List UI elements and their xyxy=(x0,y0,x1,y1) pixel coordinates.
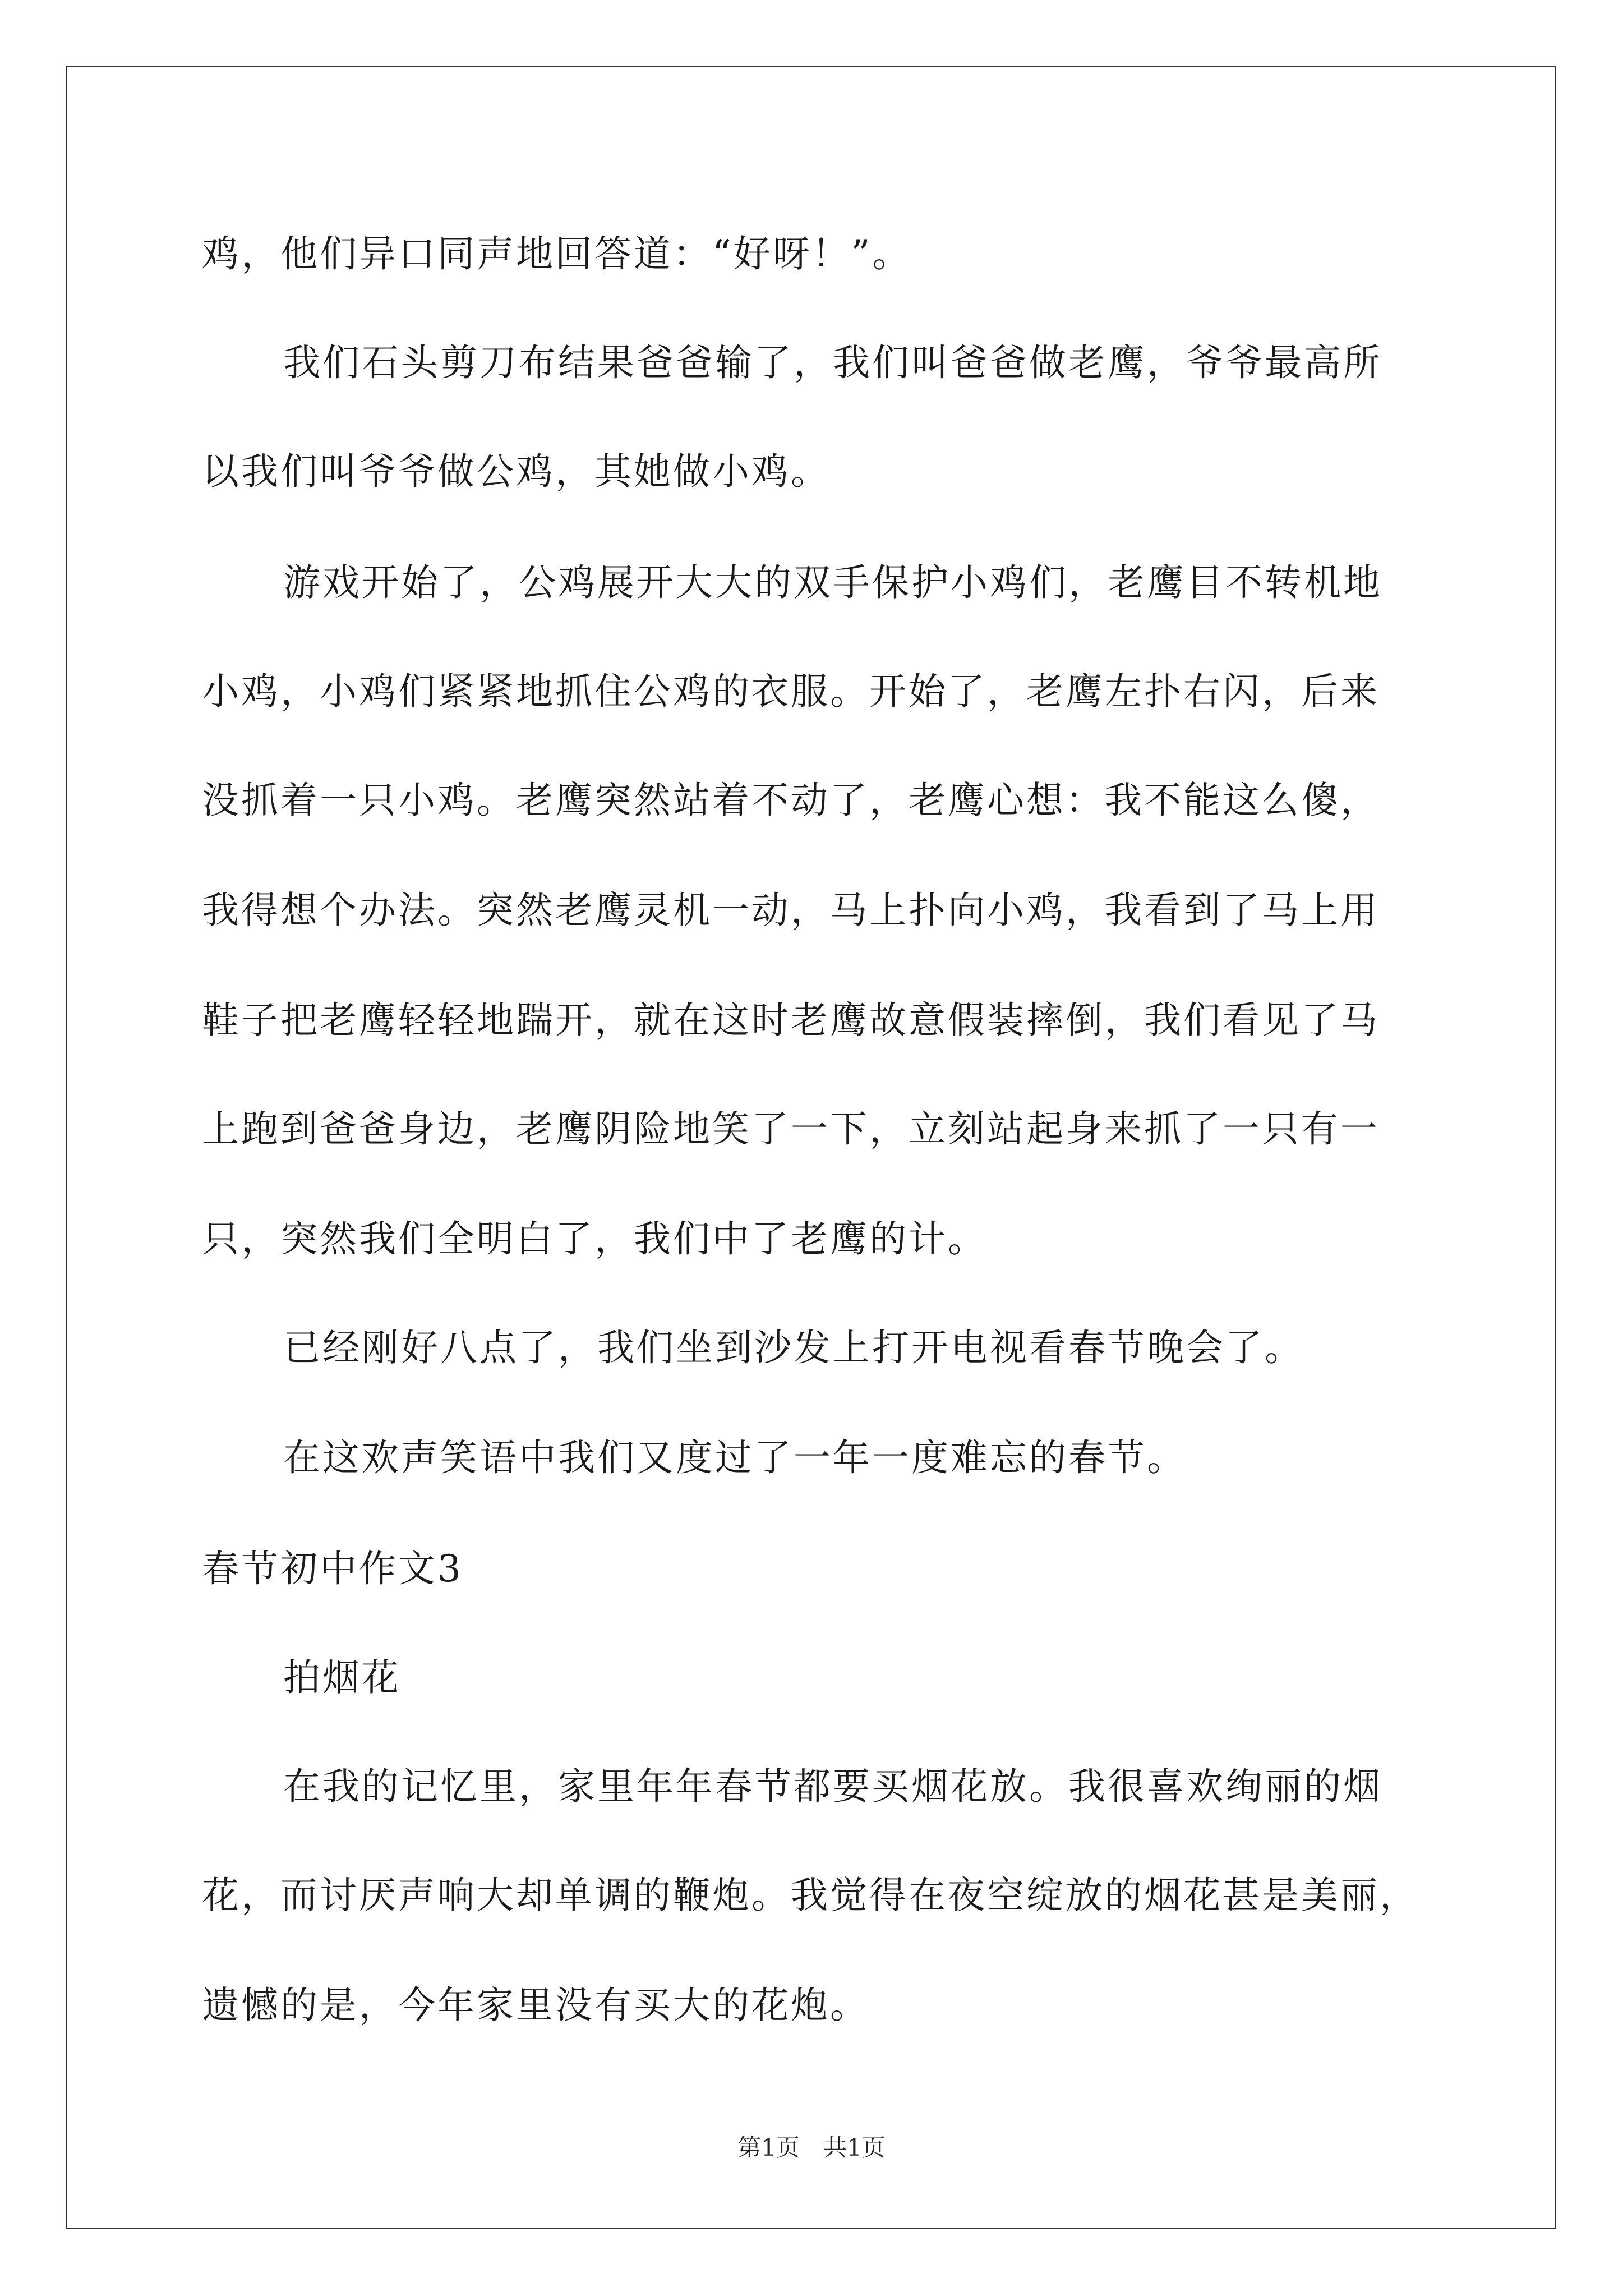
paragraph-line: 遗憾的是，今年家里没有买大的花炮。 xyxy=(202,1984,869,2027)
essay-title: 拍烟花 xyxy=(283,1656,401,1699)
paragraph-line: 没抓着一只小鸡。老鹰突然站着不动了，老鹰心想：我不能这么傻， xyxy=(202,779,1380,822)
paragraph-line: 游戏开始了，公鸡展开大大的双手保护小鸡们，老鹰目不转机地 xyxy=(283,561,1382,604)
paragraph-line: 花，而讨厌声响大却单调的鞭炮。我觉得在夜空绽放的烟花甚是美丽， xyxy=(202,1874,1419,1917)
paragraph-line: 以我们叫爷爷做公鸡，其她做小鸡。 xyxy=(202,450,830,493)
paragraph-line: 上跑到爸爸身边，老鹰阴险地笑了一下，立刻站起身来抓了一只有一 xyxy=(202,1107,1380,1151)
paragraph-line: 在我的记忆里，家里年年春节都要买烟花放。我很喜欢绚丽的烟 xyxy=(283,1765,1382,1808)
paragraph-line: 已经刚好八点了，我们坐到沙发上打开电视看春节晚会了。 xyxy=(283,1326,1304,1369)
paragraph-line: 鞋子把老鹰轻轻地踹开，就在这时老鹰故意假装摔倒，我们看见了马 xyxy=(202,999,1380,1042)
section-heading: 春节初中作文3 xyxy=(202,1547,463,1590)
paragraph-line: 鸡，他们异口同声地回答道：“好呀！”。 xyxy=(202,232,912,275)
paragraph-line: 我得想个办法。突然老鹰灵机一动，马上扑向小鸡，我看到了马上用 xyxy=(202,889,1380,932)
paragraph-line: 只，突然我们全明白了，我们中了老鹰的计。 xyxy=(202,1217,987,1260)
paragraph-line: 小鸡，小鸡们紧紧地抓住公鸡的衣服。开始了，老鹰左扑右闪，后来 xyxy=(202,670,1380,713)
paragraph-line: 我们石头剪刀布结果爸爸输了，我们叫爸爸做老鹰，爷爷最高所 xyxy=(283,341,1382,384)
page-number-footer: 第1页 共1页 xyxy=(737,2134,886,2161)
paragraph-line: 在这欢声笑语中我们又度过了一年一度难忘的春节。 xyxy=(283,1436,1186,1479)
